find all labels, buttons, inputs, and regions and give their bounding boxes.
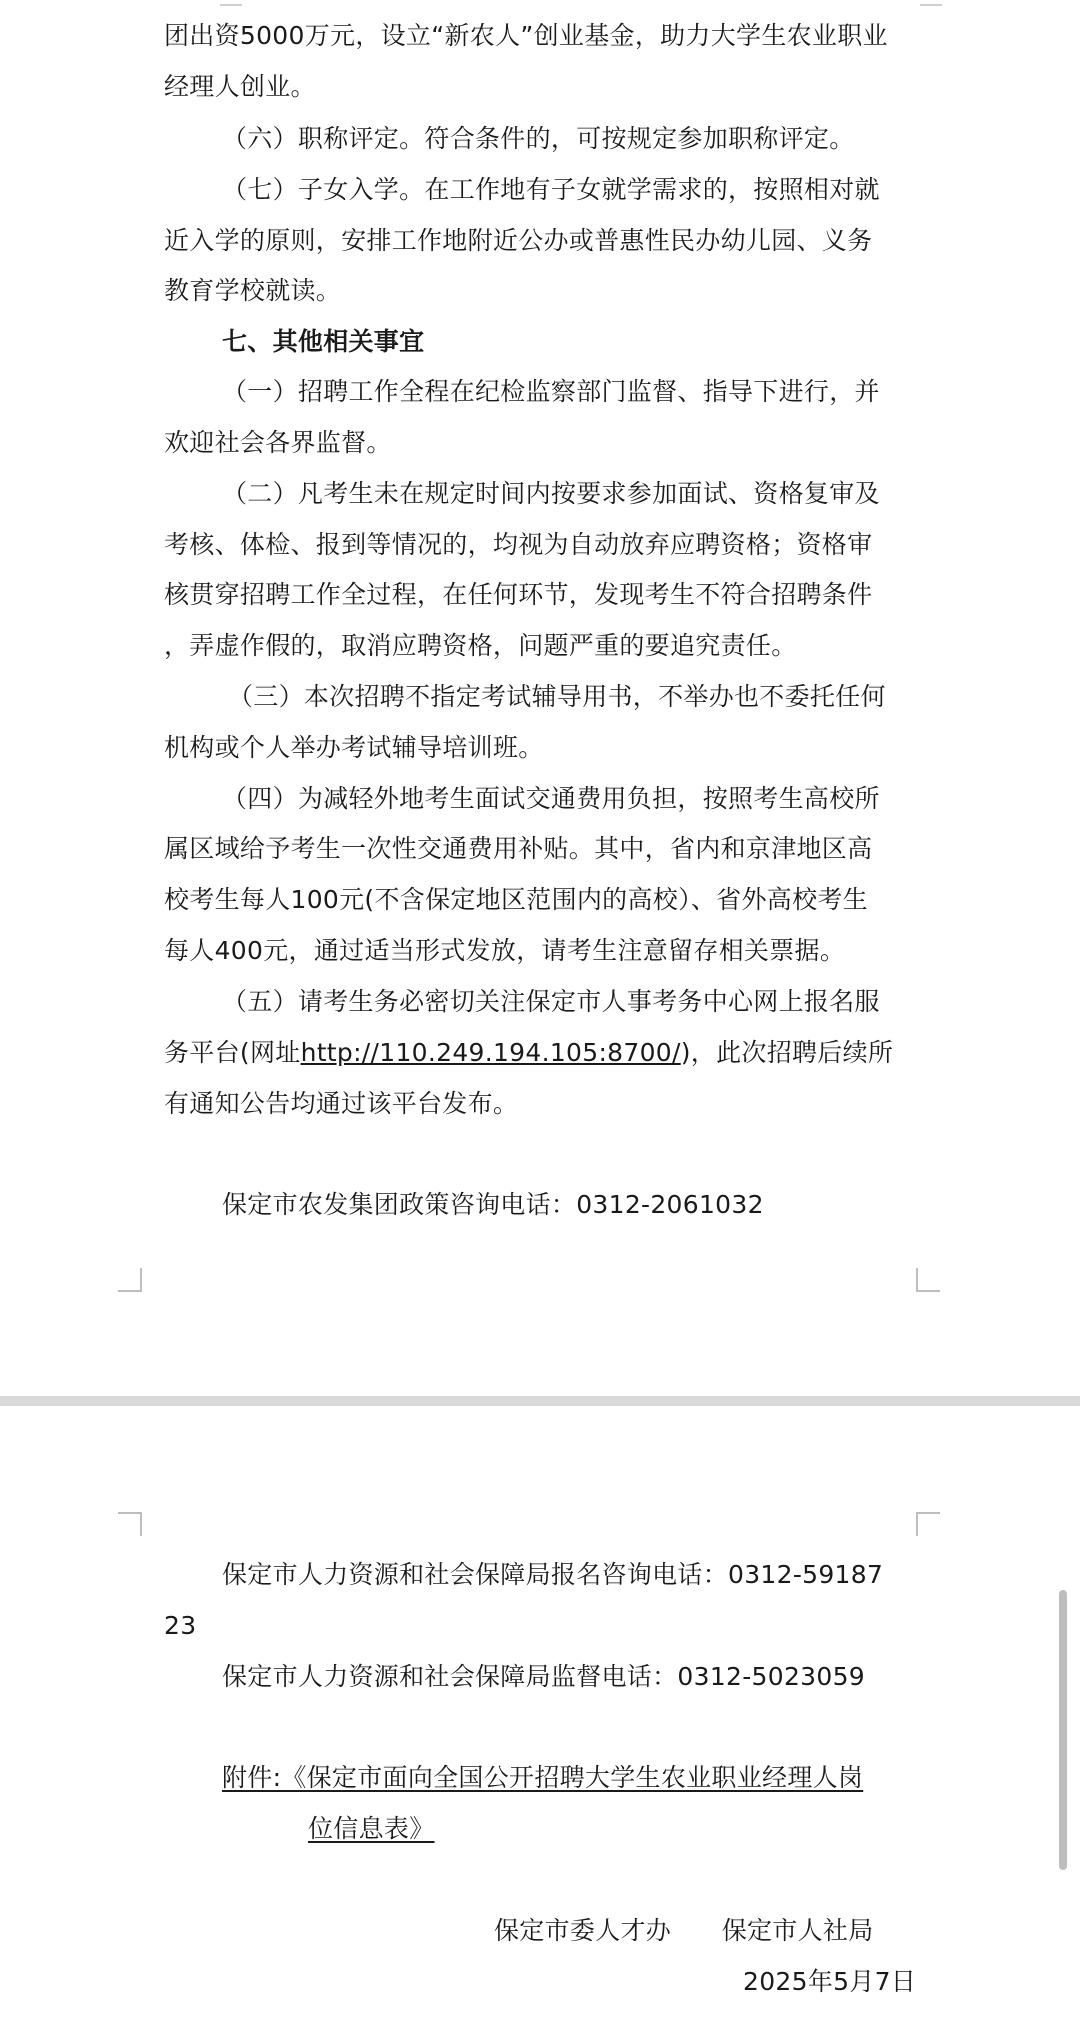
- registration-platform-link[interactable]: http://110.249.194.105:8700/: [300, 1038, 681, 1067]
- paragraph-line: 教育学校就读。: [164, 276, 342, 305]
- paragraph-line: 经理人创业。: [164, 72, 316, 101]
- page-corner-mark: [916, 1512, 940, 1536]
- contact-line-registration: 保定市人力资源和社会保障局报名咨询电话：0312-59187: [222, 1560, 884, 1589]
- page-top-tab-right: [920, 0, 942, 6]
- paragraph-line: （一）招聘工作全程在纪检监察部门监督、指导下进行，并: [222, 377, 880, 406]
- paragraph-line: 属区域给予考生一次性交通费用补贴。其中，省内和京津地区高: [164, 834, 873, 863]
- page-corner-mark: [118, 1512, 142, 1536]
- paragraph-line: 有通知公告均通过该平台发布。: [164, 1089, 519, 1118]
- paragraph-line: 考核、体检、报到等情况的，均视为自动放弃应聘资格；资格审: [164, 530, 873, 559]
- page-separator: [0, 1396, 1080, 1406]
- page-top-tab-left: [220, 0, 242, 6]
- paragraph-line: 欢迎社会各界监督。: [164, 428, 392, 457]
- paragraph-line: （二）凡考生未在规定时间内按要求参加面试、资格复审及: [222, 479, 880, 508]
- paragraph-line: （七）子女入学。在工作地有子女就学需求的，按照相对就: [222, 175, 880, 204]
- contact-line-registration-cont: 23: [164, 1611, 197, 1640]
- paragraph-line: 近入学的原则，安排工作地附近公办或普惠性民办幼儿园、义务: [164, 226, 873, 255]
- paragraph-line: 每人400元，通过适当形式发放，请考生注意留存相关票据。: [164, 936, 846, 965]
- attachment-line-cont: 位信息表》: [308, 1814, 435, 1843]
- paragraph-line-with-link: [164, 1036, 893, 1070]
- paragraph-line: （四）为减轻外地考生面试交通费用负担，按照考生高校所: [222, 784, 880, 813]
- attachment-line: 附件:《保定市面向全国公开招聘大学生农业职业经理人岗: [222, 1763, 864, 1792]
- url-suffix: )，此次招聘后续所: [680, 1038, 894, 1067]
- paragraph-line: （六）职称评定。符合条件的，可按规定参加职称评定。: [222, 124, 855, 153]
- scrollbar-thumb[interactable]: [1059, 1590, 1067, 1870]
- url-prefix: 务平台(网址: [164, 1038, 301, 1067]
- contact-line-supervision: 保定市人力资源和社会保障局监督电话：0312-5023059: [222, 1662, 865, 1691]
- paragraph-line: （五）请考生务必密切关注保定市人事考务中心网上报名服: [222, 987, 880, 1016]
- page-corner-mark: [916, 1268, 940, 1292]
- paragraph-line: （三）本次招聘不指定考试辅导用书，不举办也不委托任何: [228, 682, 886, 711]
- paragraph-line: ，弄虚作假的，取消应聘资格，问题严重的要追究责任。: [164, 631, 797, 660]
- paragraph-line: 机构或个人举办考试辅导培训班。: [164, 733, 544, 762]
- document-page-2: [0, 1406, 1080, 2025]
- section-heading: 七、其他相关事宜: [222, 327, 425, 356]
- paragraph-line: 校考生每人100元(不含保定地区范围内的高校）、省外高校考生: [164, 885, 868, 914]
- paragraph-line: 核贯穿招聘工作全过程，在任何环节，发现考生不符合招聘条件: [164, 580, 873, 609]
- issuer-signature: 保定市委人才办 保定市人社局: [494, 1916, 874, 1945]
- contact-line-agri-group: 保定市农发集团政策咨询电话：0312-2061032: [222, 1190, 764, 1219]
- issue-date: 2025年5月7日: [743, 1967, 917, 1996]
- paragraph-line: 团出资5000万元，设立“新农人”创业基金，助力大学生农业职业: [164, 21, 888, 50]
- page-corner-mark: [118, 1268, 142, 1292]
